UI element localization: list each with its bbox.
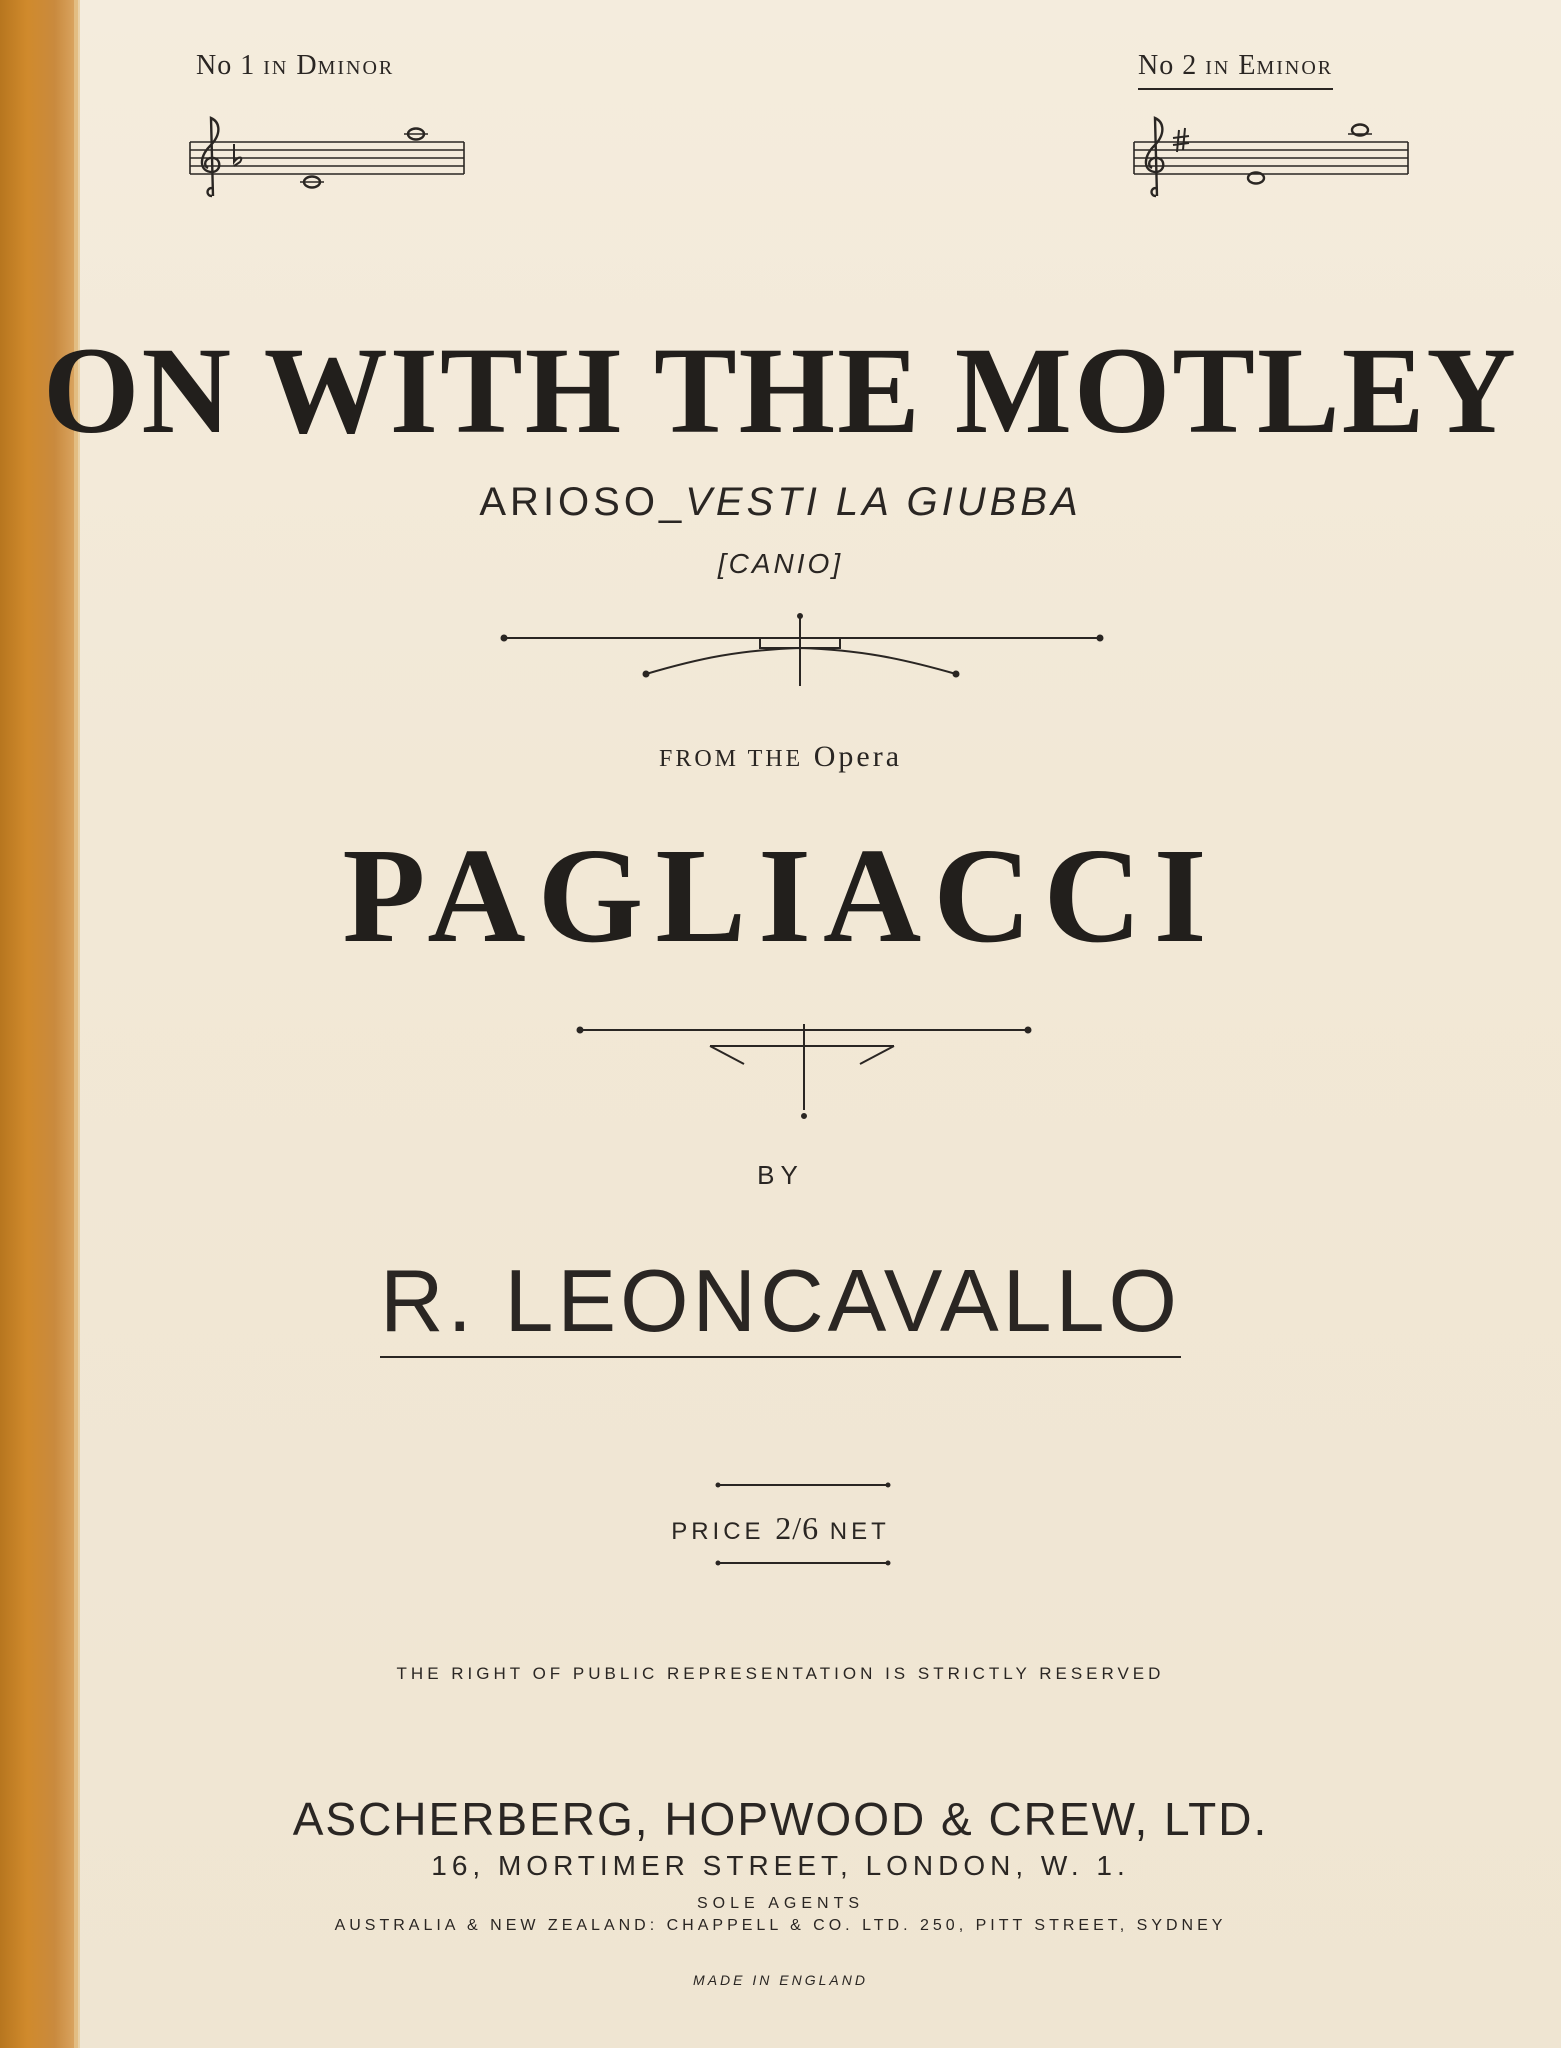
ornament-divider-top xyxy=(500,612,1110,686)
publisher-address: 16, MORTIMER STREET, LONDON, W. 1. xyxy=(431,1850,1130,1881)
key-mode: MINOR xyxy=(317,57,395,79)
composer-block xyxy=(0,1250,1561,1358)
key-label-1 xyxy=(196,50,394,82)
key-note: D xyxy=(296,50,318,81)
opera-title: PAGLIACCI xyxy=(342,821,1219,971)
key-in: IN xyxy=(263,57,289,79)
price-rule-top xyxy=(714,1480,892,1490)
price-amount: 2/6 xyxy=(775,1510,820,1546)
price xyxy=(0,1510,1561,1547)
staff-d-minor xyxy=(186,108,468,200)
ornament-divider-middle xyxy=(576,1020,1032,1120)
key-label-2 xyxy=(1138,50,1333,90)
key-number: 1 xyxy=(240,50,256,81)
made-in-england: MADE IN ENGLAND xyxy=(693,1972,868,1988)
numero: No xyxy=(196,50,233,81)
from-prefix: FROM THE xyxy=(658,746,804,772)
from-word: Opera xyxy=(813,740,903,773)
subtitle xyxy=(0,480,1561,525)
price-rule-bottom xyxy=(714,1558,892,1568)
binding-spine xyxy=(0,0,78,2048)
price-prefix: PRICE xyxy=(671,1518,765,1545)
song-title: ON WITH THE MOTLEY xyxy=(43,322,1518,459)
role-name: [CANIO] xyxy=(717,548,844,579)
publisher-name: ASCHERBERG, HOPWOOD & CREW, LTD. xyxy=(292,1793,1269,1845)
key-in: IN xyxy=(1205,57,1231,79)
by-label: BY xyxy=(757,1160,804,1190)
key-number: 2 xyxy=(1182,50,1198,81)
sole-agents: AUSTRALIA & NEW ZEALAND: CHAPPELL & CO. LTD. 250, PITT STREET, SYDNEY xyxy=(334,1917,1227,1934)
rights-notice: THE RIGHT OF PUBLIC REPRESENTATION IS STRICTLY RESERVED xyxy=(396,1664,1165,1683)
spine-edge xyxy=(74,0,80,2048)
subtitle-prefix: ARIOSO_ xyxy=(479,480,686,524)
price-suffix: NET xyxy=(829,1518,890,1545)
key-note: E xyxy=(1238,50,1257,81)
numero: No xyxy=(1138,50,1175,81)
key-mode: MINOR xyxy=(1256,57,1334,79)
sole-agents-label: SOLE AGENTS xyxy=(696,1895,865,1912)
staff-e-minor xyxy=(1130,108,1412,200)
from-the-opera xyxy=(0,740,1561,774)
aria-name: VESTI LA GIUBBA xyxy=(685,480,1082,524)
composer-name: R. LEONCAVALLO xyxy=(380,1250,1181,1358)
